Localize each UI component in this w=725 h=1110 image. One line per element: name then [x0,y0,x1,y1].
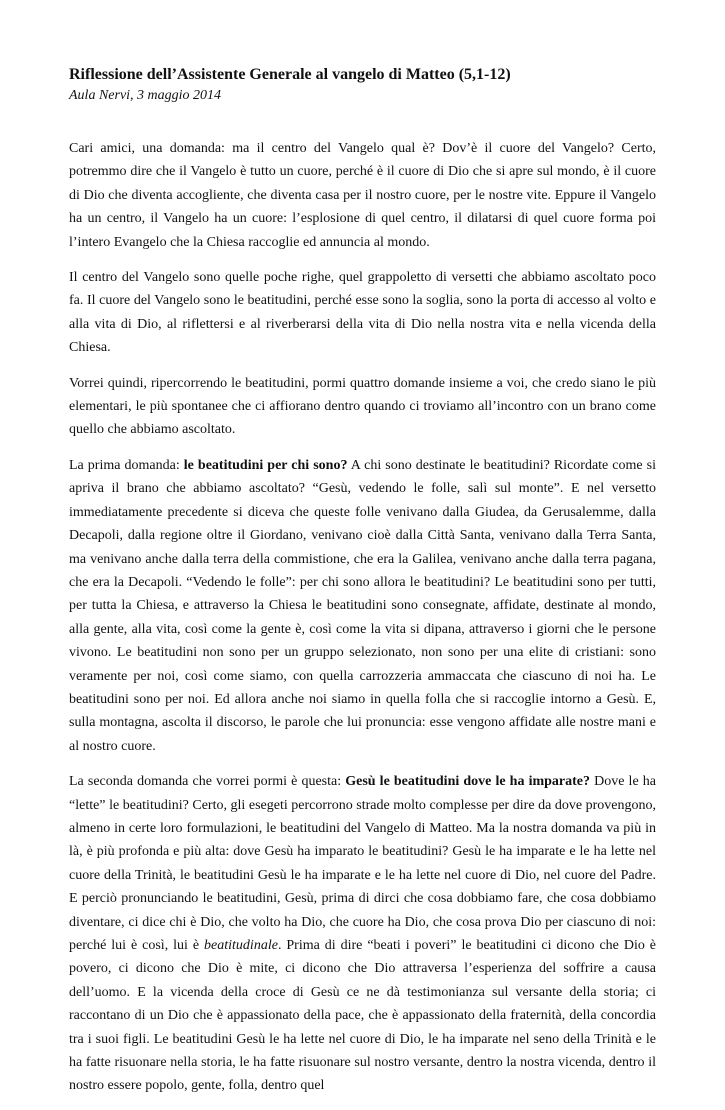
page-title: Riflessione dell’Assistente Generale al vangelo di Matteo (5,1-12) [69,66,511,83]
paragraph-4-text: A chi sono destinate le beatitudini? Ricordate come si apriva il brano che abbiamo ascoltato? “Gesù, vedendo le folle, salì sul monte”. E nel versetto immediatamente precedente si diceva che queste folle venivano dalla Giudea, da Gerusalemme, dalla Decapoli, dalla regione oltre il Giordano, venivano cioè dalla Città Santa, venivano dalla Terra Santa, ma venivano anche dalla terra della commistione, che era la Galilea, venivano anche dalla terra pagana, che era la Decapoli. “Vedendo le folle”: per chi sono allora le beatitudini? Le beatitudini sono per tutti, per tutta la Chiesa, e attraverso la Chiesa le beatitudini sono consegnate, affidate, destinate al mondo, alla gente, alla vita, così come la gente è, così come la vita si dipana, attraverso i giorni che le persone vivono. Le beatitudini non sono per un gruppo selezionato, non sono per una elite di cristiani: sono veramente per noi, così come siamo, con quella carrozzeria ammaccata che ciascuno di noi ha. Le beatitudini sono per noi. Ed allora anche noi siamo in quella folla che si raccoglie intorno a Gesù. E, sulla montagna, ascolta il discorso, le parole che lui pronuncia: esse vengono affidate alle nostre mani e al nostro cuore. [69,457,656,754]
paragraph-5-intro: La seconda domanda che vorrei pormi è questa: [69,774,346,790]
paragraph-5-emphasis: beatitudinale [204,938,278,953]
paragraph-5-text-end: . Prima di dire “beati i poveri” le beatitudini ci dicono che Dio è povero, ci dicono che Dio è mite, ci dicono che Dio attraversa l’esperienza del soffrire a causa dell’uomo. E la vicenda della croce di Gesù ce ne dà testimonianza sul versante della storia; ci raccontano di un Dio che è appassionato della pace, che è appassionato della fraternità, della concordia tra i suoi figli. Le beatitudini Gesù le ha lette nel cuore di Dio, le ha imparate nel seno della Trinità e le ha fatte risuonare nella storia, le ha fatte risuonare sul nostro versante, dentro la nostra vicenda, dentro il nostro essere popolo, gente, folla, dentro quel [69,938,657,1094]
paragraph-5 [69,770,656,1098]
paragraph-1: Cari amici, una domanda: ma il centro del Vangelo qual è? Dov’è il cuore del Vangelo? Certo, potremmo dire che il Vangelo è tutto un cuore, perché è il cuore di Dio che si apre sul mondo, è il cuore di Dio che diventa accogliente, che diventa casa per il nostro cuore, per le nostre vite. Eppure il Vangelo ha un centro, il Vangelo ha un cuore: l’esplosione di quel centro, il dilatarsi di quel cuore forma poi l’intero Evangelo che la Chiesa raccoglie ed annuncia al mondo. [69,141,656,250]
paragraph-5-text: Dove le ha “lette” le beatitudini? Certo, gli esegeti percorrono strade molto complesse per dire da dove provengono, almeno in certe loro formulazioni, le beatitudini del Vangelo di Matteo. Ma la nostra domanda va più in là, è più profonda e più alta: dove Gesù ha imparato le beatitudini? Gesù le ha imparate e le ha lette nel cuore della Trinità, le beatitudini Gesù le ha imparate e le ha lette nel cuore di Dio, nel cuore del Padre. E perciò pronunciando le beatitudini, Gesù, prima di dirci che cosa dobbiamo fare, che cosa dobbiamo diventare, ci dice chi è Dio, che volto ha Dio, che cuore ha Dio, che cosa prova Dio per ciascuno di noi: perché lui è così, lui è [69,774,656,953]
page-subtitle: Aula Nervi, 3 maggio 2014 [69,88,222,103]
paragraph-4-intro: La prima domanda: [69,457,184,473]
paragraph-4-question: le beatitudini per chi sono? [183,457,348,473]
paragraph-5-question: Gesù le beatitudini dove le ha imparate? [345,774,591,790]
paragraph-4 [69,454,656,758]
paragraph-3: Vorrei quindi, ripercorrendo le beatitudini, pormi quattro domande insieme a voi, che credo siano le più elementari, le più spontanee che ci affiorano dentro quando ci troviamo all’incontro con un brano come quello che abbiamo ascoltato. [69,375,656,438]
paragraph-2: Il centro del Vangelo sono quelle poche righe, quel grappoletto di versetti che abbiamo ascoltato poco fa. Il cuore del Vangelo sono le beatitudini, perché esse sono la soglia, sono la porta di accesso al volto e alla vita di Dio, al riflettersi e al riverberarsi della vita di Dio nella nostra vita e nella vicenda della Chiesa. [69,270,656,356]
document-page [69,64,656,1110]
